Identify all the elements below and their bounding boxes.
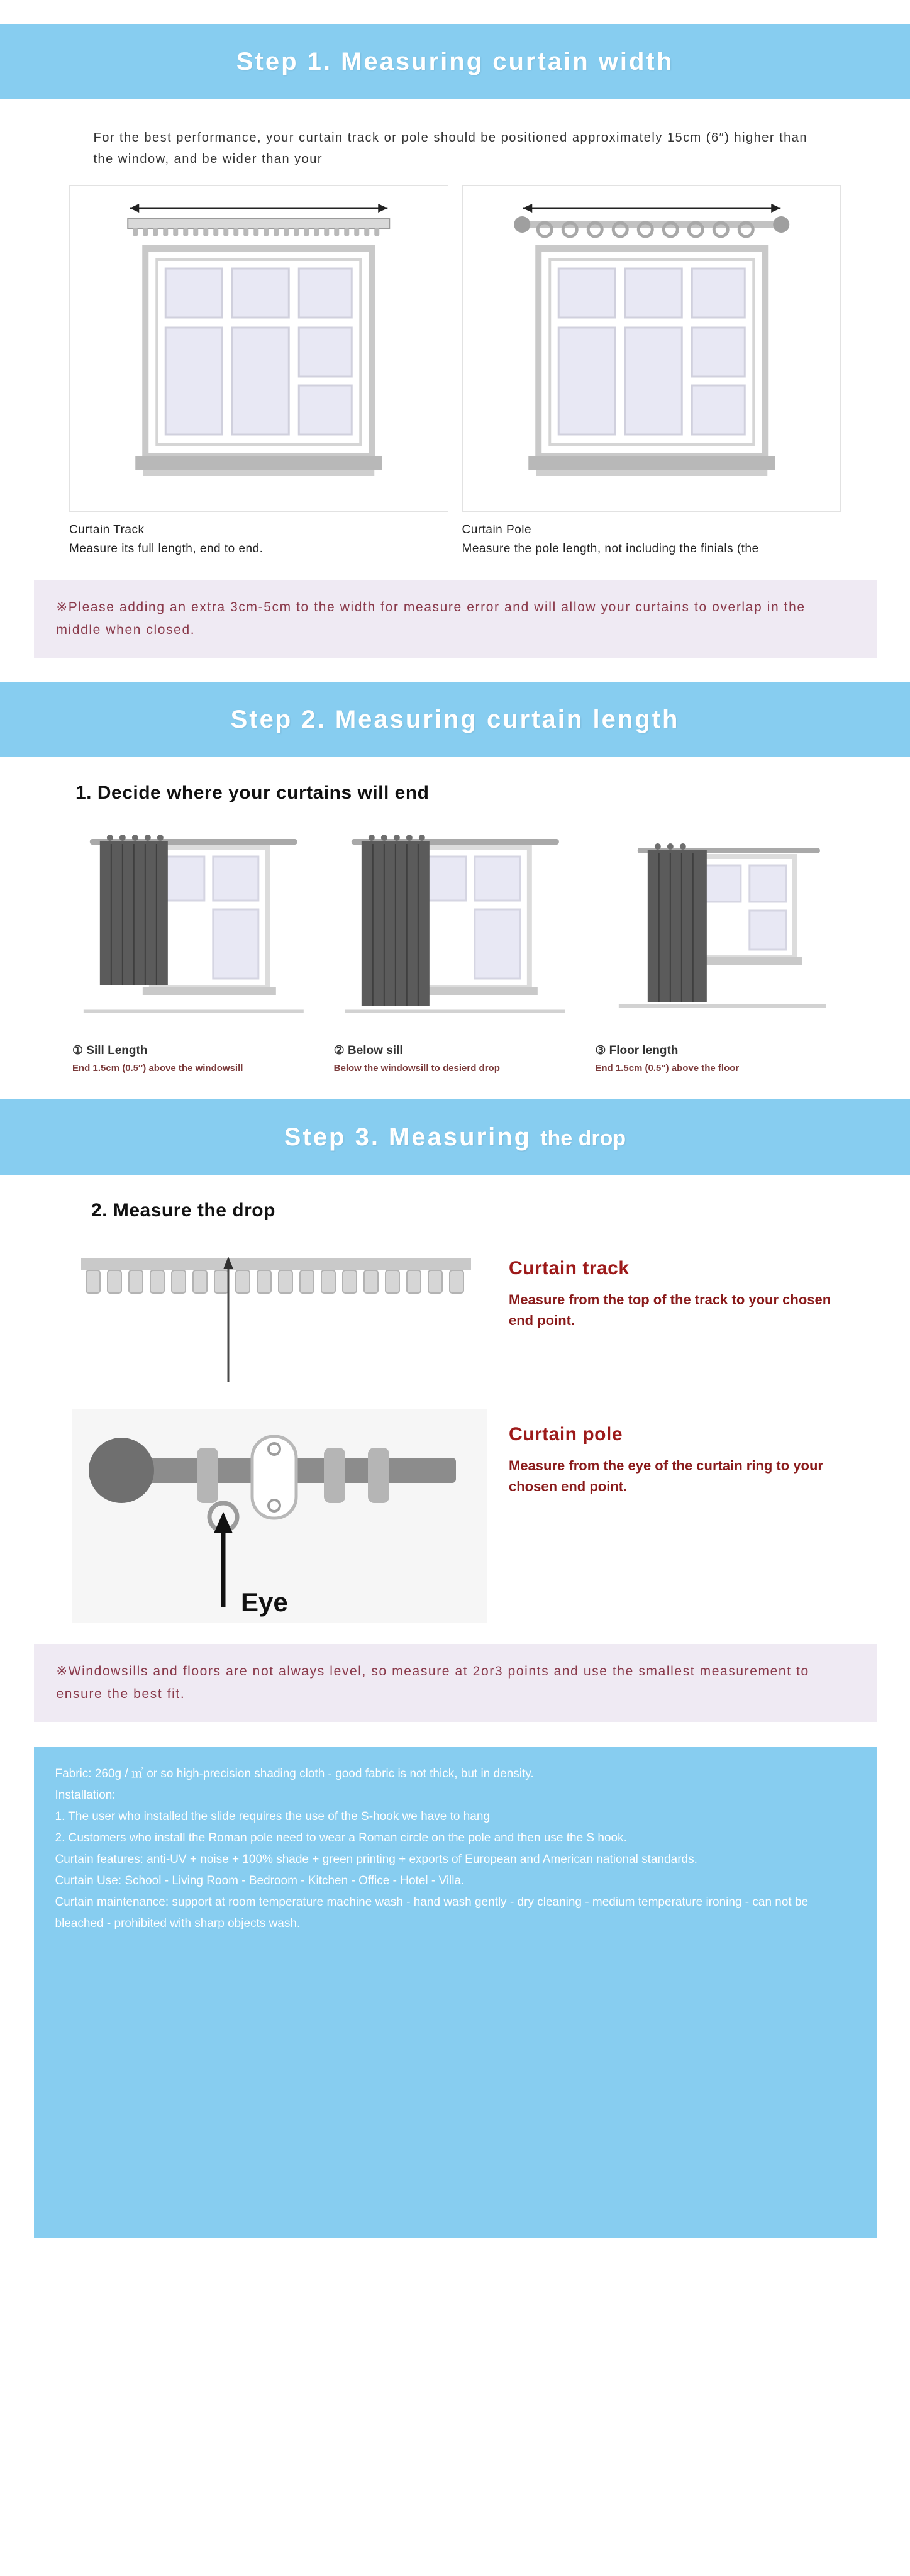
step2-banner <box>0 682 910 757</box>
drop-track-row <box>0 1243 910 1387</box>
eye-label: Eye <box>241 1587 288 1617</box>
step3-title-main: Step 3. Measuring <box>284 1123 532 1151</box>
floor-length-desc: End 1.5cm (0.5″) above the floor <box>595 1063 740 1074</box>
curtain-track-caption-desc: Measure its full length, end to end. <box>69 542 264 555</box>
option-sill-length <box>72 823 315 1075</box>
decide-heading: 1. Decide where your curtains will end <box>75 782 430 803</box>
sill-length-illustration <box>72 823 315 1040</box>
spec-line-installation-2: 2. Customers who install the Roman pole need to wear a Roman circle on the pole and then use the S hook. <box>55 1831 627 1845</box>
track-drop-illustration <box>72 1243 487 1387</box>
option-below-sill <box>334 823 577 1075</box>
spec-line-installation-heading: Installation: <box>55 1789 116 1802</box>
spec-line-fabric: Fabric: 260g / ㎡ or so high-precision shading cloth - good fabric is not thick, but in density. <box>55 1767 534 1780</box>
spec-block <box>34 1747 877 2238</box>
track-drop-title: Curtain track <box>509 1258 630 1279</box>
floor-length-label: ③ Floor length <box>595 1044 679 1057</box>
drop-pole-row <box>0 1409 910 1623</box>
spec-line-use: Curtain Use: School - Living Room - Bedroom - Kitchen - Office - Hotel - Villa. <box>55 1874 465 1887</box>
spec-line-features: Curtain features: anti-UV + noise + 100% shade + green printing + exports of European and American national standards. <box>55 1853 697 1866</box>
spec-line-installation-1: 1. The user who installed the slide requires the use of the S-hook we have to hang <box>55 1810 490 1823</box>
product-description-page <box>0 24 910 2263</box>
step3-banner <box>0 1099 910 1175</box>
sill-length-label: ① Sill Length <box>72 1044 148 1057</box>
curtain-track-illustration <box>70 186 448 512</box>
curtain-pole-caption-title: Curtain Pole <box>462 523 532 536</box>
curtain-pole-illustration <box>463 186 841 512</box>
step3-title <box>284 1123 626 1152</box>
below-sill-label: ② Below sill <box>333 1044 403 1057</box>
curtain-end-options <box>0 823 910 1075</box>
curtain-track-caption-title: Curtain Track <box>69 523 145 536</box>
step3-title-sub: the drop <box>540 1126 626 1150</box>
pole-drop-illustration <box>72 1409 487 1623</box>
curtain-pole-caption-desc: Measure the pole length, not including the finials (the <box>462 542 759 555</box>
pole-drop-text <box>509 1409 838 1497</box>
pole-drop-title: Curtain pole <box>509 1424 623 1445</box>
sill-length-desc: End 1.5cm (0.5″) above the windowsill <box>72 1063 243 1074</box>
track-drop-text <box>509 1243 838 1331</box>
width-notice: ※Please adding an extra 3cm-5cm to the width for measure error and will allow your curtains to overlap in the middle when closed. <box>34 580 877 658</box>
curtain-pole-caption <box>462 521 841 558</box>
intro-paragraph: For the best performance, your curtain track or pole should be positioned approximately 15cm (6″) higher than the window, and be wider than your <box>93 131 808 166</box>
curtain-pole-column <box>462 185 841 558</box>
curtain-track-caption <box>69 521 448 558</box>
step1-title: Step 1. Measuring curtain width <box>236 47 674 75</box>
step1-banner <box>0 24 910 99</box>
spec-line-maintenance: Curtain maintenance: support at room temperature machine wash - hand wash gently - dry cleaning - medium temperature ironing - can not be bleached - prohibited with sharp objects wash. <box>55 1896 809 1930</box>
step2-title: Step 2. Measuring curtain length <box>230 705 680 733</box>
level-notice: ※Windowsills and floors are not always level, so measure at 2or3 points and use the smallest measurement to ensure the best fit. <box>34 1644 877 1722</box>
below-sill-illustration <box>334 823 577 1040</box>
below-sill-desc: Below the windowsill to desierd drop <box>333 1063 500 1074</box>
pole-drop-body: Measure from the eye of the curtain ring to your chosen end point. <box>509 1458 823 1494</box>
curtain-track-diagram <box>69 185 448 512</box>
measure-drop-heading: 2. Measure the drop <box>91 1200 275 1221</box>
window-diagrams-row <box>0 185 910 558</box>
option-floor-length <box>595 823 838 1075</box>
curtain-track-column <box>69 185 448 558</box>
floor-length-illustration <box>595 823 838 1040</box>
track-drop-body: Measure from the top of the track to your chosen end point. <box>509 1292 831 1328</box>
curtain-pole-diagram <box>462 185 841 512</box>
